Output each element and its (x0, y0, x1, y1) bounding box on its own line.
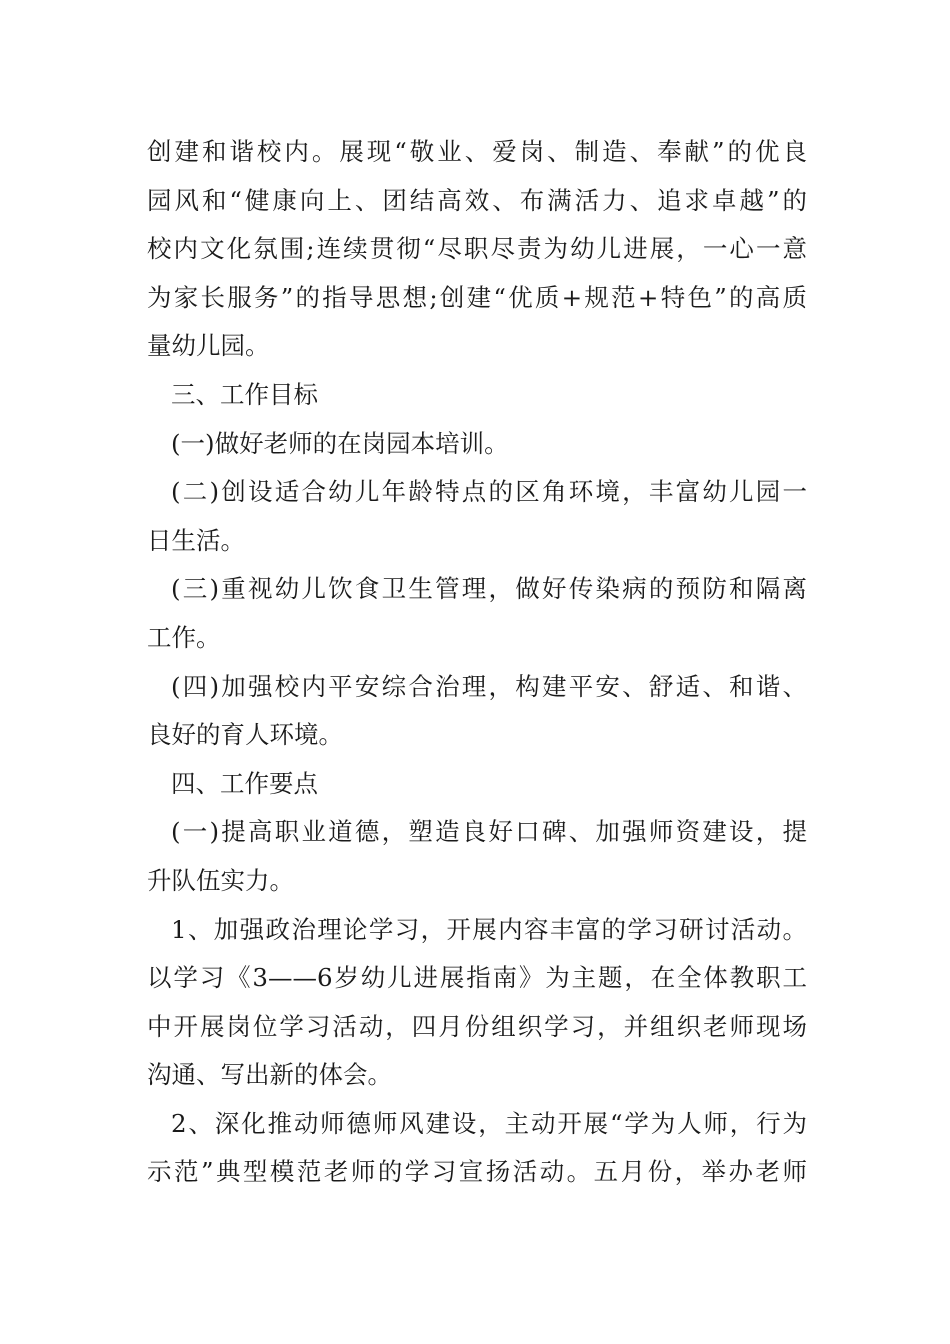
text-line: 以学习《3——6岁幼儿进展指南》为主题，在全体教职工 (147, 963, 807, 993)
text-line: 1、加强政治理论学习，开展内容丰富的学习研讨活动。 (171, 914, 807, 944)
text-line: (四)加强校内平安综合治理，构建平安、舒适、和谐、 (171, 671, 807, 701)
text-line: 日生活。 (147, 525, 245, 555)
section-heading: 四、工作要点 (171, 768, 318, 798)
text-line: 校内文化氛围;连续贯彻“尽职尽责为幼儿进展，一心一意 (147, 234, 807, 264)
text-line: 为家长服务”的指导思想;创建“优质+规范+特色”的高质 (147, 282, 807, 312)
text-line: 工作。 (147, 622, 221, 652)
section-heading: 三、工作目标 (171, 379, 318, 409)
text-line: 示范”典型模范老师的学习宣扬活动。五月份，举办老师 (147, 1157, 807, 1187)
text-line: 2、深化推动师德师风建设，主动开展“学为人师，行为 (171, 1108, 807, 1138)
text-line: 中开展岗位学习活动，四月份组织学习，并组织老师现场 (147, 1011, 807, 1041)
text-line: (三)重视幼儿饮食卫生管理，做好传染病的预防和隔离 (171, 574, 807, 604)
text-line: 量幼儿园。 (147, 331, 270, 361)
text-line: (二)创设适合幼儿年龄特点的区角环境，丰富幼儿园一 (171, 477, 807, 507)
text-line: 沟通、写出新的体会。 (147, 1060, 392, 1090)
text-line: 良好的育人环境。 (147, 720, 343, 750)
text-line: (一)提高职业道德，塑造良好口碑、加强师资建设，提 (171, 817, 807, 847)
document-body (147, 128, 807, 1197)
text-line: 升队伍实力。 (147, 865, 294, 895)
text-line: 创建和谐校内。展现“敬业、爱岗、制造、奉献”的优良 (147, 137, 807, 166)
text-line: 园风和“健康向上、团结高效、布满活力、追求卓越”的 (147, 185, 807, 215)
text-line: (一)做好老师的在岗园本培训。 (171, 428, 509, 458)
